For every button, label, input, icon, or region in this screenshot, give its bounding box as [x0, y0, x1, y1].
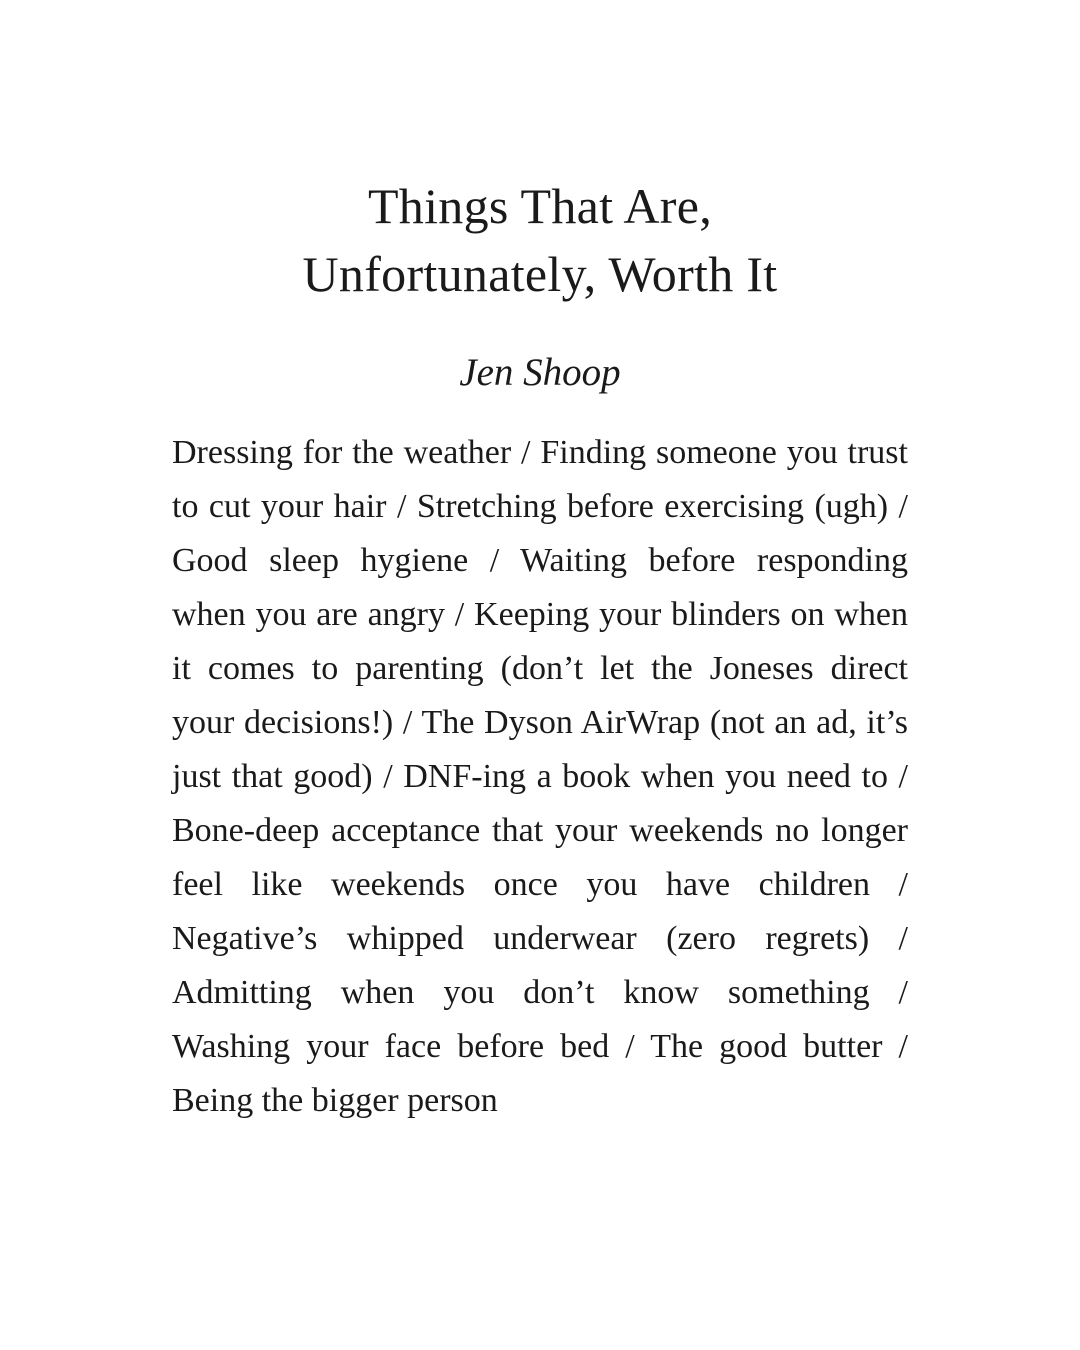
author-name: Jen Shoop [459, 351, 621, 394]
body-paragraph: Dressing for the weather / Finding someone you trust to cut your hair / Stretching before exercising (ugh) / Good sleep hygiene / Waiting before responding when you are angry / Keeping your blinders on when it comes to parenting (don’t let the Joneses direct your decisions!) / The Dyson AirWrap (not an ad, it’s just that good) / DNF-ing a book when you need to / Bone-deep acceptance that your weekends no longer feel like weekends once you have children / Negative’s whipped underwear (zero regrets) / Admitting when you don’t know something / Washing your face before bed / The good butter / Being the bigger person [172, 434, 908, 1119]
title-line-1: Things That Are, [367, 178, 713, 234]
page-title [0, 172, 1080, 308]
title-line-2: Unfortunately, Worth It [302, 246, 778, 302]
